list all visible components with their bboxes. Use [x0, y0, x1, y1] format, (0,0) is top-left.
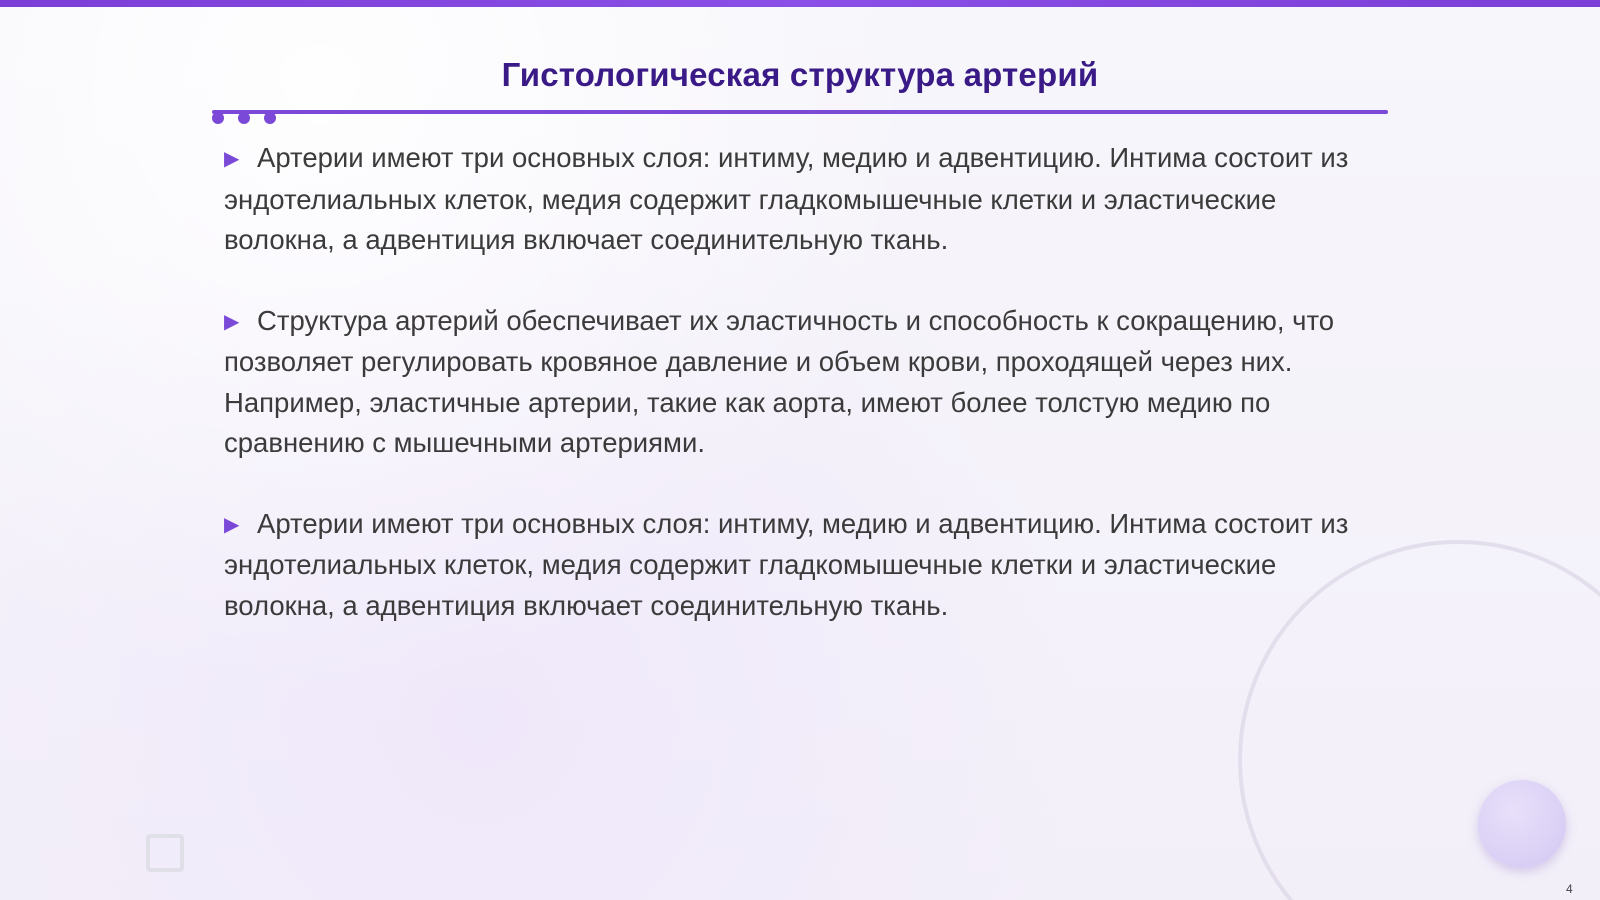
bullet-list [224, 138, 1374, 666]
page-number: 4 [1566, 882, 1573, 896]
triangle-bullet-icon: ▶ [224, 513, 240, 536]
triangle-bullet-icon: ▶ [224, 310, 240, 333]
decorative-dot [264, 112, 276, 124]
decorative-dot [212, 112, 224, 124]
title-underline [212, 110, 1388, 114]
decorative-square [146, 834, 184, 872]
bullet-text: Артерии имеют три основных слоя: интиму, медию и адвентицию. Интима состоит из эндотелиальных клеток, медия содержит гладкомышечные клетки и эластические волокна, а адвентиция включает соединительную ткань. [224, 142, 1349, 255]
slide-title: Гистологическая структура артерий [501, 56, 1099, 93]
decorative-bubble [1478, 780, 1566, 868]
bullet-item [224, 504, 1374, 627]
triangle-bullet-icon: ▶ [224, 148, 240, 170]
top-accent-bar [0, 0, 1600, 7]
bullet-item [224, 138, 1374, 261]
bullet-text: Артерии имеют три основных слоя: интиму, медию и адвентицию. Интима состоит из эндотелиальных клеток, медия содержит гладкомышечные клетки и эластические волокна, а адвентиция включает соединительную ткань. [224, 507, 1349, 621]
bullet-item [224, 301, 1374, 464]
bullet-text: Структура артерий обеспечивает их эластичность и способность к сокращению, что позволяет регулировать кровяное давление и объем крови, проходящей через них. Например, эластичные артерии, такие как аорта, имеют более толстую медию по сравнению с мышечными артериями. [224, 304, 1335, 458]
decorative-dot [238, 112, 250, 124]
